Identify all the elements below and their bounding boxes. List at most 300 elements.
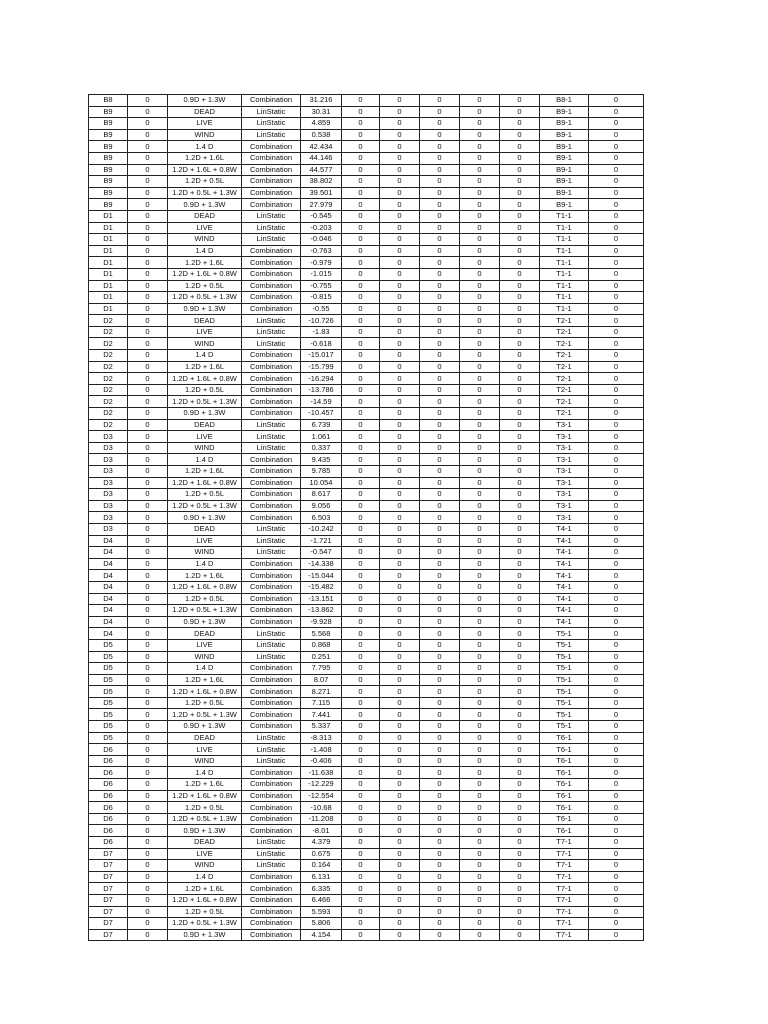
p-cell: -14.338 [301, 558, 342, 570]
p-cell: -0.547 [301, 547, 342, 559]
output-case-cell: 1.2D + 1.6L [168, 674, 242, 686]
frame-cell: D3 [89, 512, 128, 524]
m2-cell: 0 [460, 744, 500, 756]
v3-cell: 0 [380, 326, 420, 338]
case-type-cell: Combination [242, 95, 301, 107]
frame-cell: D2 [89, 373, 128, 385]
table-row [89, 721, 644, 733]
t-cell: 0 [420, 732, 460, 744]
frame-elem-cell: T5-1 [540, 639, 589, 651]
case-type-cell: Combination [242, 558, 301, 570]
frame-cell: D3 [89, 442, 128, 454]
frame-cell: D2 [89, 384, 128, 396]
frame-elem-cell: T6-1 [540, 755, 589, 767]
output-case-cell: 1.4 D [168, 350, 242, 362]
m2-cell: 0 [460, 663, 500, 675]
frame-elem-cell: T6-1 [540, 779, 589, 791]
v3-cell: 0 [380, 95, 420, 107]
t-cell: 0 [420, 129, 460, 141]
table-row [89, 697, 644, 709]
elem-station-cell: 0 [589, 639, 644, 651]
m2-cell: 0 [460, 883, 500, 895]
table-row [89, 234, 644, 246]
output-case-cell: 1.2D + 0.5L + 1.3W [168, 918, 242, 930]
v2-cell: 0 [342, 721, 380, 733]
v3-cell: 0 [380, 152, 420, 164]
m2-cell: 0 [460, 396, 500, 408]
v3-cell: 0 [380, 477, 420, 489]
station-cell: 0 [128, 570, 168, 582]
m2-cell: 0 [460, 628, 500, 640]
t-cell: 0 [420, 292, 460, 304]
station-cell: 0 [128, 431, 168, 443]
m2-cell: 0 [460, 929, 500, 941]
t-cell: 0 [420, 570, 460, 582]
p-cell: 9.785 [301, 466, 342, 478]
table-row [89, 837, 644, 849]
output-case-cell: 0.9D + 1.3W [168, 408, 242, 420]
frame-cell: D2 [89, 350, 128, 362]
m2-cell: 0 [460, 721, 500, 733]
output-case-cell: DEAD [168, 732, 242, 744]
table-row [89, 326, 644, 338]
output-case-cell: 1.2D + 0.5L + 1.3W [168, 500, 242, 512]
m3-cell: 0 [500, 350, 540, 362]
v3-cell: 0 [380, 268, 420, 280]
elem-station-cell: 0 [589, 663, 644, 675]
p-cell: 7.115 [301, 697, 342, 709]
v3-cell: 0 [380, 118, 420, 130]
m3-cell: 0 [500, 651, 540, 663]
v3-cell: 0 [380, 860, 420, 872]
p-cell: 0.251 [301, 651, 342, 663]
p-cell: -16.294 [301, 373, 342, 385]
table-row [89, 593, 644, 605]
m2-cell: 0 [460, 489, 500, 501]
m3-cell: 0 [500, 303, 540, 315]
output-case-cell: 0.9D + 1.3W [168, 512, 242, 524]
table-row [89, 257, 644, 269]
case-type-cell: Combination [242, 663, 301, 675]
m3-cell: 0 [500, 257, 540, 269]
t-cell: 0 [420, 384, 460, 396]
station-cell: 0 [128, 535, 168, 547]
case-type-cell: Combination [242, 721, 301, 733]
table-row [89, 523, 644, 535]
frame-elem-cell: T1-1 [540, 222, 589, 234]
p-cell: -12.229 [301, 779, 342, 791]
v3-cell: 0 [380, 210, 420, 222]
p-cell: 42.434 [301, 141, 342, 153]
v2-cell: 0 [342, 222, 380, 234]
frame-elem-cell: T1-1 [540, 292, 589, 304]
p-cell: -14.59 [301, 396, 342, 408]
v3-cell: 0 [380, 176, 420, 188]
v2-cell: 0 [342, 581, 380, 593]
table-row [89, 581, 644, 593]
v2-cell: 0 [342, 129, 380, 141]
elem-station-cell: 0 [589, 581, 644, 593]
elem-station-cell: 0 [589, 187, 644, 199]
t-cell: 0 [420, 628, 460, 640]
case-type-cell: Combination [242, 141, 301, 153]
m3-cell: 0 [500, 581, 540, 593]
m2-cell: 0 [460, 894, 500, 906]
m3-cell: 0 [500, 106, 540, 118]
m2-cell: 0 [460, 848, 500, 860]
m2-cell: 0 [460, 199, 500, 211]
output-case-cell: 0.9D + 1.3W [168, 616, 242, 628]
output-case-cell: WIND [168, 129, 242, 141]
table-row [89, 176, 644, 188]
p-cell: -11.638 [301, 767, 342, 779]
v2-cell: 0 [342, 489, 380, 501]
p-cell: 6.739 [301, 419, 342, 431]
table-row [89, 628, 644, 640]
v3-cell: 0 [380, 802, 420, 814]
table-row [89, 222, 644, 234]
elem-station-cell: 0 [589, 176, 644, 188]
m3-cell: 0 [500, 222, 540, 234]
frame-cell: B9 [89, 129, 128, 141]
t-cell: 0 [420, 315, 460, 327]
case-type-cell: Combination [242, 257, 301, 269]
t-cell: 0 [420, 697, 460, 709]
v3-cell: 0 [380, 779, 420, 791]
frame-cell: D1 [89, 210, 128, 222]
t-cell: 0 [420, 616, 460, 628]
v3-cell: 0 [380, 466, 420, 478]
m3-cell: 0 [500, 558, 540, 570]
m3-cell: 0 [500, 848, 540, 860]
t-cell: 0 [420, 605, 460, 617]
v3-cell: 0 [380, 222, 420, 234]
output-case-cell: 1.2D + 1.6L [168, 883, 242, 895]
p-cell: -0.763 [301, 245, 342, 257]
case-type-cell: Combination [242, 581, 301, 593]
station-cell: 0 [128, 894, 168, 906]
t-cell: 0 [420, 825, 460, 837]
frame-cell: D5 [89, 732, 128, 744]
station-cell: 0 [128, 199, 168, 211]
p-cell: 38.802 [301, 176, 342, 188]
frame-elem-cell: T6-1 [540, 732, 589, 744]
elem-station-cell: 0 [589, 141, 644, 153]
v2-cell: 0 [342, 860, 380, 872]
station-cell: 0 [128, 755, 168, 767]
v3-cell: 0 [380, 350, 420, 362]
table-row [89, 268, 644, 280]
elem-station-cell: 0 [589, 744, 644, 756]
m3-cell: 0 [500, 825, 540, 837]
table-row [89, 500, 644, 512]
output-case-cell: 1.2D + 0.5L [168, 906, 242, 918]
station-cell: 0 [128, 106, 168, 118]
p-cell: 8.271 [301, 686, 342, 698]
frame-cell: D3 [89, 431, 128, 443]
table-row [89, 152, 644, 164]
m2-cell: 0 [460, 790, 500, 802]
m3-cell: 0 [500, 152, 540, 164]
p-cell: 0.675 [301, 848, 342, 860]
v2-cell: 0 [342, 709, 380, 721]
output-case-cell: 1.2D + 1.6L [168, 361, 242, 373]
elem-station-cell: 0 [589, 616, 644, 628]
t-cell: 0 [420, 303, 460, 315]
station-cell: 0 [128, 628, 168, 640]
output-case-cell: DEAD [168, 837, 242, 849]
p-cell: -13.786 [301, 384, 342, 396]
v2-cell: 0 [342, 628, 380, 640]
station-cell: 0 [128, 315, 168, 327]
output-case-cell: 1.4 D [168, 245, 242, 257]
v3-cell: 0 [380, 106, 420, 118]
t-cell: 0 [420, 709, 460, 721]
m3-cell: 0 [500, 605, 540, 617]
output-case-cell: LIVE [168, 535, 242, 547]
elem-station-cell: 0 [589, 199, 644, 211]
m3-cell: 0 [500, 234, 540, 246]
case-type-cell: Combination [242, 500, 301, 512]
v3-cell: 0 [380, 918, 420, 930]
p-cell: -0.618 [301, 338, 342, 350]
t-cell: 0 [420, 581, 460, 593]
t-cell: 0 [420, 894, 460, 906]
t-cell: 0 [420, 222, 460, 234]
frame-elem-cell: T5-1 [540, 651, 589, 663]
table-row [89, 129, 644, 141]
v2-cell: 0 [342, 164, 380, 176]
station-cell: 0 [128, 350, 168, 362]
frame-cell: D6 [89, 755, 128, 767]
case-type-cell: LinStatic [242, 315, 301, 327]
t-cell: 0 [420, 361, 460, 373]
frame-cell: D1 [89, 292, 128, 304]
p-cell: 8.617 [301, 489, 342, 501]
table-row [89, 547, 644, 559]
frame-elem-cell: T5-1 [540, 663, 589, 675]
m2-cell: 0 [460, 408, 500, 420]
m2-cell: 0 [460, 222, 500, 234]
v2-cell: 0 [342, 616, 380, 628]
table-row [89, 802, 644, 814]
p-cell: 7.795 [301, 663, 342, 675]
frame-elem-cell: B9-1 [540, 129, 589, 141]
table-row [89, 454, 644, 466]
t-cell: 0 [420, 906, 460, 918]
m3-cell: 0 [500, 929, 540, 941]
frame-cell: D6 [89, 790, 128, 802]
v2-cell: 0 [342, 558, 380, 570]
v3-cell: 0 [380, 373, 420, 385]
v2-cell: 0 [342, 837, 380, 849]
m2-cell: 0 [460, 152, 500, 164]
m3-cell: 0 [500, 95, 540, 107]
elem-station-cell: 0 [589, 419, 644, 431]
elem-station-cell: 0 [589, 651, 644, 663]
table-row [89, 384, 644, 396]
output-case-cell: 1.2D + 1.6L + 0.8W [168, 477, 242, 489]
m2-cell: 0 [460, 303, 500, 315]
output-case-cell: 1.4 D [168, 558, 242, 570]
m2-cell: 0 [460, 245, 500, 257]
frame-cell: D7 [89, 848, 128, 860]
frame-cell: D1 [89, 222, 128, 234]
t-cell: 0 [420, 431, 460, 443]
frame-elem-cell: T1-1 [540, 280, 589, 292]
station-cell: 0 [128, 605, 168, 617]
frame-cell: D3 [89, 489, 128, 501]
m3-cell: 0 [500, 408, 540, 420]
elem-station-cell: 0 [589, 686, 644, 698]
v2-cell: 0 [342, 361, 380, 373]
station-cell: 0 [128, 547, 168, 559]
frame-cell: B9 [89, 152, 128, 164]
table-row [89, 663, 644, 675]
t-cell: 0 [420, 489, 460, 501]
v3-cell: 0 [380, 697, 420, 709]
frame-cell: D4 [89, 628, 128, 640]
station-cell: 0 [128, 396, 168, 408]
m2-cell: 0 [460, 315, 500, 327]
elem-station-cell: 0 [589, 848, 644, 860]
t-cell: 0 [420, 338, 460, 350]
v2-cell: 0 [342, 373, 380, 385]
t-cell: 0 [420, 837, 460, 849]
m3-cell: 0 [500, 210, 540, 222]
t-cell: 0 [420, 813, 460, 825]
frame-cell: D2 [89, 419, 128, 431]
output-case-cell: 1.4 D [168, 141, 242, 153]
v2-cell: 0 [342, 210, 380, 222]
case-type-cell: LinStatic [242, 431, 301, 443]
case-type-cell: Combination [242, 825, 301, 837]
station-cell: 0 [128, 280, 168, 292]
p-cell: 0.337 [301, 442, 342, 454]
p-cell: -10.726 [301, 315, 342, 327]
frame-elem-cell: B9-1 [540, 141, 589, 153]
v2-cell: 0 [342, 848, 380, 860]
station-cell: 0 [128, 651, 168, 663]
p-cell: -0.046 [301, 234, 342, 246]
frame-cell: D6 [89, 744, 128, 756]
frame-cell: D4 [89, 547, 128, 559]
station-cell: 0 [128, 442, 168, 454]
m2-cell: 0 [460, 523, 500, 535]
m3-cell: 0 [500, 894, 540, 906]
elem-station-cell: 0 [589, 558, 644, 570]
frame-elem-cell: B9-1 [540, 176, 589, 188]
output-case-cell: 1.4 D [168, 454, 242, 466]
frame-cell: D2 [89, 338, 128, 350]
frame-cell: D7 [89, 918, 128, 930]
output-case-cell: 1.2D + 0.5L [168, 176, 242, 188]
p-cell: 6.503 [301, 512, 342, 524]
m3-cell: 0 [500, 477, 540, 489]
v3-cell: 0 [380, 721, 420, 733]
v2-cell: 0 [342, 257, 380, 269]
elem-station-cell: 0 [589, 106, 644, 118]
table-row [89, 512, 644, 524]
m3-cell: 0 [500, 489, 540, 501]
v3-cell: 0 [380, 744, 420, 756]
case-type-cell: LinStatic [242, 222, 301, 234]
table-row [89, 373, 644, 385]
elem-station-cell: 0 [589, 454, 644, 466]
p-cell: -8.313 [301, 732, 342, 744]
table-row [89, 95, 644, 107]
frame-elem-cell: T3-1 [540, 512, 589, 524]
case-type-cell: Combination [242, 292, 301, 304]
case-type-cell: Combination [242, 918, 301, 930]
v2-cell: 0 [342, 639, 380, 651]
v2-cell: 0 [342, 245, 380, 257]
p-cell: 1.061 [301, 431, 342, 443]
station-cell: 0 [128, 210, 168, 222]
elem-station-cell: 0 [589, 523, 644, 535]
station-cell: 0 [128, 813, 168, 825]
m2-cell: 0 [460, 442, 500, 454]
t-cell: 0 [420, 848, 460, 860]
v3-cell: 0 [380, 315, 420, 327]
frame-elem-cell: T4-1 [540, 535, 589, 547]
frame-elem-cell: T2-1 [540, 384, 589, 396]
output-case-cell: 1.2D + 0.5L [168, 802, 242, 814]
v2-cell: 0 [342, 790, 380, 802]
station-cell: 0 [128, 257, 168, 269]
case-type-cell: LinStatic [242, 535, 301, 547]
m3-cell: 0 [500, 744, 540, 756]
elem-station-cell: 0 [589, 929, 644, 941]
m3-cell: 0 [500, 860, 540, 872]
case-type-cell: Combination [242, 361, 301, 373]
station-cell: 0 [128, 767, 168, 779]
m3-cell: 0 [500, 396, 540, 408]
m3-cell: 0 [500, 570, 540, 582]
elem-station-cell: 0 [589, 164, 644, 176]
station-cell: 0 [128, 373, 168, 385]
frame-elem-cell: T7-1 [540, 894, 589, 906]
station-cell: 0 [128, 593, 168, 605]
m2-cell: 0 [460, 292, 500, 304]
frame-elem-cell: B9-1 [540, 118, 589, 130]
frame-elem-cell: T1-1 [540, 234, 589, 246]
t-cell: 0 [420, 95, 460, 107]
m3-cell: 0 [500, 164, 540, 176]
t-cell: 0 [420, 721, 460, 733]
elem-station-cell: 0 [589, 813, 644, 825]
frame-cell: D5 [89, 709, 128, 721]
elem-station-cell: 0 [589, 547, 644, 559]
table-row [89, 489, 644, 501]
station-cell: 0 [128, 245, 168, 257]
v3-cell: 0 [380, 558, 420, 570]
v3-cell: 0 [380, 245, 420, 257]
case-type-cell: Combination [242, 790, 301, 802]
v3-cell: 0 [380, 129, 420, 141]
m2-cell: 0 [460, 129, 500, 141]
frame-elem-cell: T4-1 [540, 605, 589, 617]
m3-cell: 0 [500, 674, 540, 686]
m2-cell: 0 [460, 779, 500, 791]
m2-cell: 0 [460, 825, 500, 837]
t-cell: 0 [420, 512, 460, 524]
m3-cell: 0 [500, 373, 540, 385]
t-cell: 0 [420, 187, 460, 199]
frame-cell: D7 [89, 894, 128, 906]
output-case-cell: 1.2D + 1.6L [168, 570, 242, 582]
output-case-cell: WIND [168, 860, 242, 872]
